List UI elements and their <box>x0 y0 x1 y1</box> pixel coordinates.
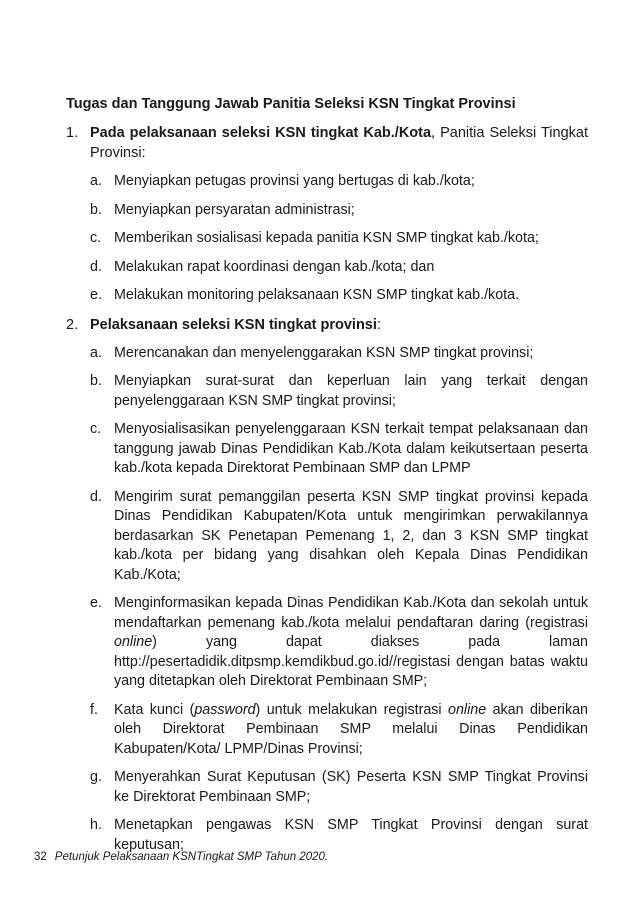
list-letter: c. <box>90 421 102 437</box>
list-text: Menyiapkan surat-surat dan keperluan lain yang terkait dengan penyelenggaraan KSN SMP tingkat provinsi; <box>114 373 588 409</box>
numbered-item-2 <box>66 315 588 335</box>
list-text: Memberikan sosialisasi kepada panitia KSN SMP tingkat kab./kota; <box>114 230 539 246</box>
list-letter: a. <box>90 344 102 361</box>
italic-term: password <box>194 701 256 718</box>
list-item <box>90 229 588 249</box>
list-letter: g. <box>90 769 102 785</box>
list-item <box>90 701 588 760</box>
list-text <box>114 594 588 692</box>
list-item <box>90 372 588 411</box>
document-body <box>66 94 588 864</box>
list-item <box>90 768 588 807</box>
list-letter: d. <box>90 258 102 275</box>
text-segment: Menginformasikan kepada Dinas Pendidikan Kab./Kota dan sekolah untuk mendaftarkan pemenang kab./kota melalui pendaftaran daring (registrasi <box>114 595 588 631</box>
list-text: Mengirim surat pemanggilan peserta KSN SMP tingkat provinsi kepada Dinas Pendidikan Kabupaten/Kota untuk mengirimkan perwakilannya berdasarkan SK Penetapan Pemenang 1, 2, dan 3 KSN SMP tingkat kab./kota per bidang yang disahkan oleh Kepala Dinas Pendidikan Kab./Kota; <box>114 488 588 583</box>
list-text: Melakukan monitoring pelaksanaan KSN SMP tingkat kab./kota. <box>114 287 520 303</box>
list-text <box>114 701 588 760</box>
numbered-item-1 <box>66 123 588 163</box>
list-letter: b. <box>90 201 102 218</box>
text-segment: Kata kunci ( <box>114 701 195 718</box>
list-item <box>90 286 588 306</box>
item-text <box>90 315 588 335</box>
list-item <box>90 420 588 479</box>
italic-term: online <box>114 634 153 650</box>
list-letter: f. <box>90 701 98 718</box>
list-letter: c. <box>90 230 102 246</box>
list-text: Merencanakan dan menyelenggarakan KSN SMP tingkat provinsi; <box>114 344 534 361</box>
item-rest-text: , Panitia Seleksi Tingkat Provinsi: <box>90 125 588 161</box>
list-letter: d. <box>90 488 102 505</box>
item-bold-text: Pelaksanaan seleksi KSN tingkat provinsi <box>90 316 377 333</box>
list-item <box>90 172 588 192</box>
list-text: Menetapkan pengawas KSN SMP Tingkat Provinsi dengan surat keputusan; <box>114 817 588 853</box>
footer-title: Petunjuk Pelaksanaan KSNTingkat SMP Tahun 2020. <box>54 851 329 863</box>
sub-list-2 <box>90 344 588 856</box>
sub-list-1 <box>90 172 588 306</box>
italic-term: online <box>448 701 487 718</box>
list-item <box>90 344 588 364</box>
list-item <box>90 258 588 278</box>
item-rest-text: : <box>376 316 381 333</box>
page-footer <box>34 851 328 863</box>
text-segment: akan diberikan oleh Direktorat Pembinaan SMP melalui Dinas Pendidikan Kabupaten/Kota/ LPMP/Dinas Provinsi; <box>114 701 588 757</box>
list-text: Menyosialisasikan penyelenggaraan KSN terkait tempat pelaksanaan dan tanggung jawab Dinas Pendidikan Kab./Kota dalam keikutsertaan peserta kab./kota kepada Direktorat Pembinaan SMP dan LPMP <box>114 421 588 476</box>
list-item <box>90 201 588 221</box>
list-text: Menyiapkan petugas provinsi yang bertugas di kab./kota; <box>114 173 475 189</box>
list-text: Menyiapkan persyaratan administrasi; <box>114 201 355 218</box>
list-letter: e. <box>90 287 102 303</box>
list-letter: b. <box>90 373 102 389</box>
list-item <box>90 594 588 692</box>
list-letter: h. <box>90 817 102 833</box>
list-item <box>90 816 588 855</box>
item-number: 2. <box>66 316 79 333</box>
section-heading: Tugas dan Tanggung Jawab Panitia Seleksi KSN Tingkat Provinsi <box>66 96 516 112</box>
item-text <box>90 123 588 163</box>
page-number: 32 <box>34 851 47 863</box>
list-letter: a. <box>90 173 102 189</box>
text-segment: ) untuk melakukan registrasi <box>255 701 449 718</box>
item-number: 1. <box>66 125 79 141</box>
text-segment: ) yang dapat diakses pada laman http://pesertadidik.ditpsmp.kemdikbud.go.id//registasi dengan batas waktu yang ditetapkan oleh Direktorat Pembinaan SMP; <box>114 634 588 689</box>
list-letter: e. <box>90 595 102 611</box>
list-item <box>90 488 588 586</box>
item-bold-text: Pada pelaksanaan seleksi KSN tingkat Kab./Kota <box>90 125 432 141</box>
list-text: Menyerahkan Surat Keputusan (SK) Peserta KSN SMP Tingkat Provinsi ke Direktorat Pembinaan SMP; <box>114 769 588 805</box>
list-text: Melakukan rapat koordinasi dengan kab./kota; dan <box>114 258 435 275</box>
